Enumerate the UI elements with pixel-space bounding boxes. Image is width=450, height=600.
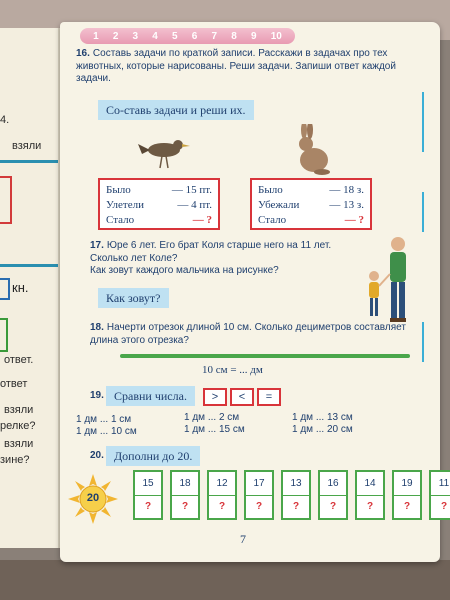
number-card (318, 470, 348, 520)
margin-line (422, 322, 424, 362)
card-unknown: ? (255, 501, 263, 513)
task-number: 16. (76, 48, 90, 59)
task-20-banner: Дополни до 20. (106, 446, 200, 466)
card-unknown: ? (144, 501, 152, 513)
green-segment (120, 354, 410, 358)
ruler-digit: 3 (132, 30, 139, 42)
card-number: 14 (357, 472, 383, 496)
boys-illustration (360, 232, 420, 328)
task-18-body: Начерти отрезок длиной 10 см. Сколько дециметров составляет длина этого отрезка? (90, 322, 406, 346)
card-unknown: ? (292, 501, 300, 513)
card-unknown: ? (366, 501, 374, 513)
less-sign: < (230, 388, 254, 406)
row-value: — 15 пт. (171, 184, 212, 196)
task-17-body: Юре 6 лет. Его брат Коля старше него на 11 лет. Сколько лет Коле? (90, 240, 332, 264)
card-unknown: ? (440, 501, 448, 513)
number-card (281, 470, 311, 520)
card-unknown: ? (181, 501, 189, 513)
task-16-box-birds (98, 178, 220, 230)
margin-line (422, 192, 424, 232)
row-value: — 13 з. (329, 199, 364, 211)
card-number: 12 (209, 472, 235, 496)
card-unknown: ? (218, 501, 226, 513)
row-label: Стало (258, 214, 287, 226)
left-text-8: зине? (0, 454, 30, 466)
compare-item: 1 дм ... 2 см (184, 412, 240, 423)
row-label: Убежали (258, 199, 300, 211)
row-label: Улетели (106, 199, 144, 211)
card-number: 13 (283, 472, 309, 496)
left-kn: кн. (12, 280, 29, 295)
sun-value: 20 (86, 492, 100, 504)
row-value: — ? (192, 214, 212, 226)
number-card (355, 470, 385, 520)
box-row (258, 213, 364, 228)
compare-column-2 (184, 412, 245, 436)
card-number: 11 (431, 472, 450, 496)
task-number: 18. (90, 322, 104, 333)
task-16-body: Составь задачи по краткой записи. Расскажи в задачах про тех животных, которые нарисованы. Реши задачи. Запиши ответ каждой задачи. (76, 48, 396, 84)
margin-line (422, 92, 424, 152)
left-text-2: взяли (12, 140, 42, 152)
card-unknown: ? (403, 501, 411, 513)
comparison-signs (203, 388, 281, 406)
number-card (392, 470, 422, 520)
left-blue-line-2 (0, 264, 58, 267)
left-red-box (0, 176, 12, 224)
ruler-digit: 8 (231, 30, 237, 42)
hare-icon (292, 124, 336, 178)
box-row (258, 183, 364, 198)
number-cards (133, 470, 450, 520)
row-value: — ? (344, 214, 364, 226)
task-17-text (90, 240, 362, 278)
row-label: Было (258, 184, 283, 196)
number-card (170, 470, 200, 520)
ruler-digit: 7 (211, 30, 218, 42)
ruler-digit: 6 (191, 30, 198, 42)
card-number: 19 (394, 472, 420, 496)
ruler-digit: 10 (270, 30, 282, 42)
left-text-6: релке? (0, 420, 36, 432)
task-16-banner: Со-ставь задачи и реши их. (98, 100, 254, 120)
ruler-digit: 4 (152, 30, 158, 42)
left-green-box (0, 318, 8, 352)
compare-item: 1 дм ... 13 см (292, 412, 353, 423)
task-20-number (90, 450, 107, 463)
background-bottom (0, 560, 450, 600)
compare-item: 1 дм ... 15 см (184, 424, 245, 435)
task-18-formula: 10 см = ... дм (202, 364, 263, 376)
left-page (0, 28, 60, 548)
ruler-digit: 2 (112, 30, 119, 42)
row-value: — 18 з. (329, 184, 364, 196)
task-16-text (76, 48, 416, 86)
card-number: 16 (320, 472, 346, 496)
card-unknown: ? (329, 501, 337, 513)
equal-sign: = (257, 388, 281, 406)
compare-column-3 (292, 412, 353, 436)
ruler-digit: 5 (172, 30, 178, 42)
number-ruler (80, 28, 295, 44)
number-card (133, 470, 163, 520)
task-19-number (90, 390, 107, 403)
row-label: Стало (106, 214, 135, 226)
row-value: — 4 пт. (177, 199, 212, 211)
page-number: 7 (240, 532, 246, 546)
compare-item: 1 дм ... 10 см (76, 426, 137, 437)
box-row (106, 198, 212, 213)
task-18-text (90, 322, 410, 347)
ruler-digit: 9 (250, 30, 257, 42)
task-17-question: Как зовут каждого мальчика на рисунке? (90, 265, 279, 276)
left-text-7: взяли (4, 438, 34, 450)
compare-column-1 (76, 414, 137, 438)
bird-icon (138, 132, 194, 176)
task-16-box-hares (250, 178, 372, 230)
task-number: 20. (90, 450, 104, 461)
card-number: 17 (246, 472, 272, 496)
task-number: 17. (90, 240, 104, 251)
task-number: 19. (90, 390, 104, 401)
textbook-page (60, 22, 450, 562)
left-text-4: ответ (0, 378, 28, 390)
number-card (244, 470, 274, 520)
compare-item: 1 дм ... 1 см (76, 414, 132, 425)
task-17-banner: Как зовут? (98, 288, 169, 308)
row-label: Было (106, 184, 131, 196)
number-card (429, 470, 450, 520)
box-row (106, 183, 212, 198)
greater-sign: > (203, 388, 227, 406)
left-text-1: 4. (0, 114, 10, 126)
box-row (106, 213, 212, 228)
left-kn-box (0, 278, 10, 300)
number-card (207, 470, 237, 520)
left-text-5: взяли (4, 404, 34, 416)
left-text-3: ответ. (4, 354, 34, 366)
task-19-banner: Сравни числа. (106, 386, 195, 406)
card-number: 15 (135, 472, 161, 496)
left-blue-line (0, 160, 58, 163)
box-row (258, 198, 364, 213)
ruler-digit: 1 (93, 30, 99, 42)
compare-item: 1 дм ... 20 см (292, 424, 353, 435)
card-number: 18 (172, 472, 198, 496)
